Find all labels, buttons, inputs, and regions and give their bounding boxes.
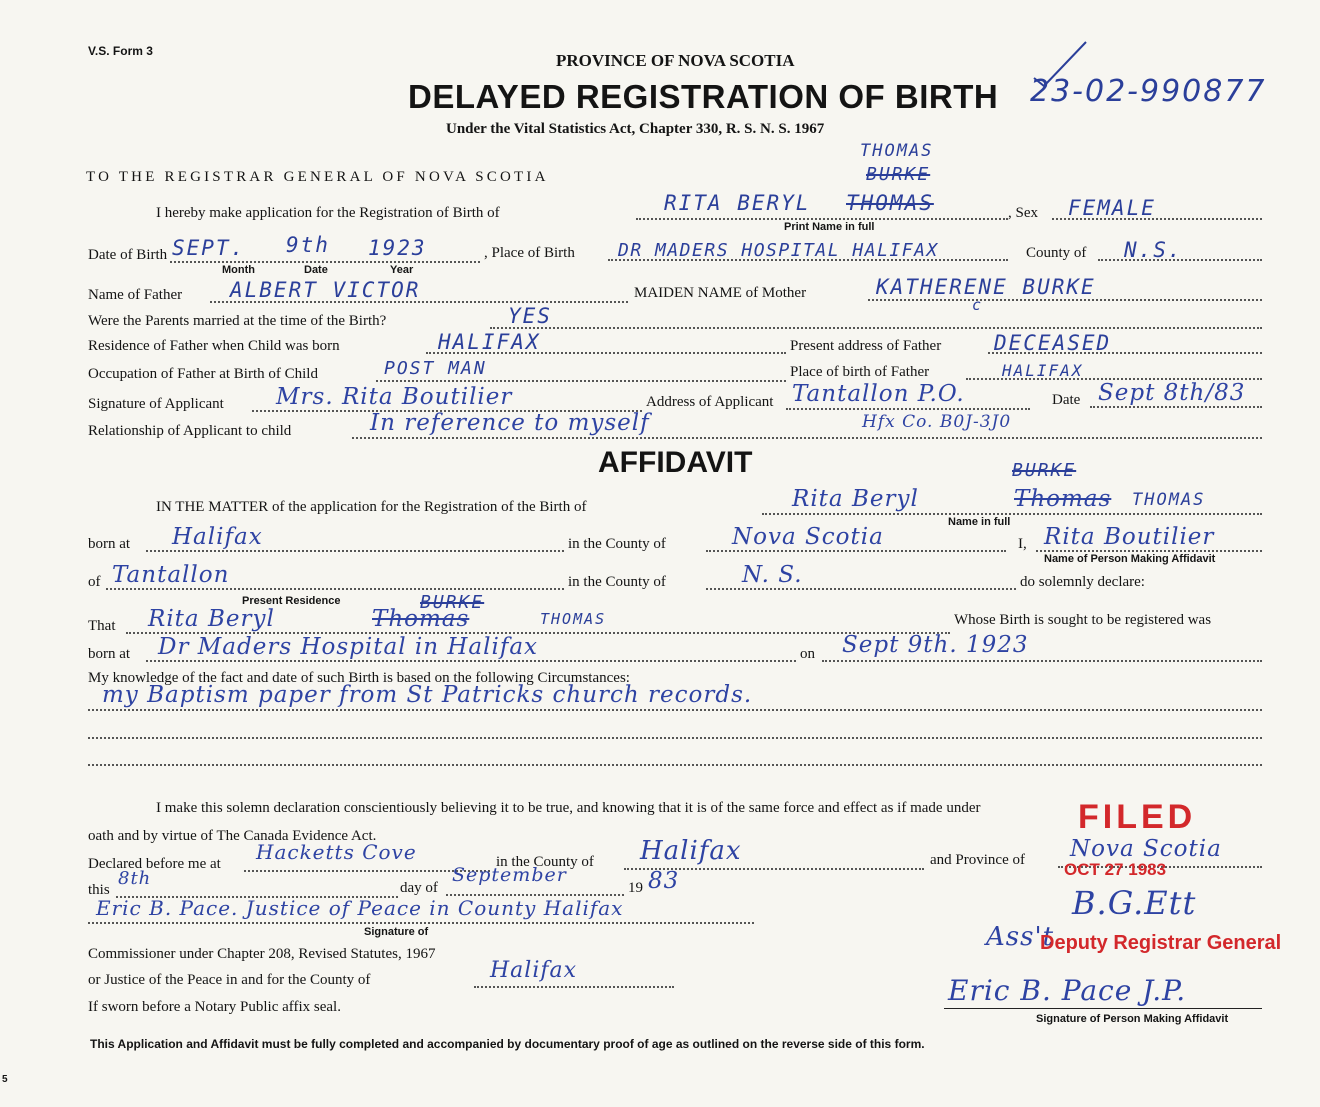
matter-surname-correction-2: THOMAS (1132, 490, 1206, 510)
in-county-label-3: in the County of (496, 854, 594, 870)
mother-note: c (972, 296, 984, 314)
occupation-label: Occupation of Father at Birth of Child (88, 366, 318, 382)
dob-year: 1923 (368, 236, 427, 260)
born-at-label-2: born at (88, 646, 131, 662)
applicant-address: Tantallon P.O. (792, 381, 965, 407)
notary-label: If sworn before a Notary Public affix seal. (88, 999, 341, 1015)
i-label: I, (1018, 536, 1027, 552)
county2-value: N. S. (742, 562, 803, 588)
commissioner-signature: Eric B. Pace. Justice of Peace in County Halifax (96, 896, 624, 920)
knowledge-value: my Baptism paper from St Patricks church records. (102, 682, 753, 708)
print-name-caption: Print Name in full (784, 221, 875, 233)
county1-value: Nova Scotia (732, 524, 884, 550)
born-at-label: born at (88, 536, 131, 552)
county3-value: Halifax (640, 836, 742, 866)
form-id: V.S. Form 3 (88, 44, 153, 58)
intro-label: I hereby make application for the Registration of Birth of (156, 205, 500, 221)
footer-note: This Application and Affidavit must be fully completed and accompanied by documentary proof of age as outlined on the reverse side of this form. (90, 1037, 925, 1051)
this-value: 8th (118, 868, 152, 889)
present-addr-label: Present address of Father (790, 338, 942, 354)
occupation-value: POST MAN (384, 358, 487, 379)
father-value: ALBERT VICTOR (230, 278, 421, 302)
year-value: 83 (648, 868, 680, 894)
affiant-name: Rita Boutilier (1044, 524, 1215, 550)
registration-number: 23-02-990877 (1030, 74, 1267, 109)
month-caption: Month (222, 264, 255, 276)
address-label: Address of Applicant (646, 394, 774, 410)
married-value: YES (508, 304, 552, 328)
assistant-mark: Ass't (986, 922, 1055, 952)
on-label: on (800, 646, 815, 662)
affiant-caption: Name of Person Making Affidavit (1044, 553, 1216, 565)
justice-value: Halifax (490, 958, 578, 983)
signature-of-caption: Signature of (364, 926, 429, 938)
in-county-label-2: in the County of (568, 574, 666, 590)
day-of-label: day of (400, 880, 438, 896)
month-value: September (452, 864, 567, 886)
name-in-full-caption: Name in full (948, 516, 1011, 528)
relationship-label: Relationship of Applicant to child (88, 423, 292, 439)
born-at-value: Halifax (172, 524, 263, 550)
deputy-registrar-title: Deputy Registrar General (1040, 932, 1282, 954)
father-pob-label: Place of birth of Father (790, 364, 930, 380)
present-residence-caption: Present Residence (242, 595, 341, 607)
county-label: County of (1026, 245, 1087, 261)
of-label: of (88, 574, 101, 590)
in-county-label-1: in the County of (568, 536, 666, 552)
filed-stamp: FILED (1078, 798, 1197, 836)
county-value: N.S. (1124, 238, 1183, 262)
province-heading: PROVINCE OF NOVA SCOTIA (556, 51, 795, 70)
on-value: Sept 9th. 1923 (842, 632, 1029, 658)
residence-label: Residence of Father when Child was born (88, 338, 340, 354)
date-label: Date (1052, 392, 1081, 408)
relationship-value: In reference to myself (370, 410, 650, 436)
this-label: this (88, 882, 110, 898)
born-at-value-2: Dr Maders Hospital in Halifax (158, 634, 539, 660)
that-name: Rita Beryl (148, 606, 275, 632)
registrar-initials: B.G.Ett (1072, 884, 1197, 922)
subtitle: Under the Vital Statistics Act, Chapter 330, R. S. N. S. 1967 (446, 121, 825, 137)
applicant-address-2: Hfx Co. B0J-3J0 (862, 412, 1012, 432)
filed-date-stamp: OCT 27 1983 (1064, 860, 1167, 879)
province-label: and Province of (930, 852, 1025, 868)
present-addr-value: DECEASED (994, 331, 1112, 355)
declare-label: do solemnly declare: (1020, 574, 1145, 590)
declared-label: Declared before me at (88, 856, 221, 872)
date-caption: Date (304, 264, 328, 276)
matter-surname-correction: BURKE (1012, 460, 1077, 481)
province-value: Nova Scotia (1070, 836, 1222, 862)
matter-surname-struck: Thomas (1014, 486, 1112, 512)
declared-value: Hacketts Cove (256, 840, 417, 864)
dob-label: Date of Birth (88, 247, 168, 263)
dob-day: 9th (286, 233, 330, 257)
child-surname-correction-2: THOMAS (860, 141, 934, 161)
year-caption: Year (390, 264, 414, 276)
pob-value: DR MADERS HOSPITAL HALIFAX (618, 240, 939, 261)
year-prefix: 19 (628, 880, 643, 896)
applicant-signature: Mrs. Rita Boutilier (276, 384, 513, 410)
justice-label: or Justice of the Peace in and for the County of (88, 972, 371, 988)
that-surname-correction: BURKE (420, 592, 485, 613)
of-value: Tantallon (112, 562, 230, 588)
whose-label: Whose Birth is sought to be registered was (954, 612, 1212, 628)
pob-label: , Place of Birth (484, 245, 575, 261)
mother-label: MAIDEN NAME of Mother (634, 285, 807, 301)
father-label: Name of Father (88, 287, 183, 303)
affiant-signature-caption: Signature of Person Making Affidavit (1036, 1013, 1229, 1025)
child-name: RITA BERYL (664, 191, 811, 215)
child-surname-struck: THOMAS (846, 191, 934, 215)
check-mark-icon (1030, 38, 1090, 88)
affiant-signature: Eric B. Pace J.P. (948, 974, 1187, 1007)
that-surname-struck: Thomas (372, 606, 470, 632)
sex-value: FEMALE (1068, 196, 1156, 220)
father-pob-value: HALIFAX (1002, 361, 1084, 380)
child-surname-correction: BURKE (866, 164, 931, 185)
signature-label: Signature of Applicant (88, 396, 224, 412)
addressee: TO THE REGISTRAR GENERAL OF NOVA SCOTIA (86, 169, 549, 185)
sex-label: , Sex (1008, 205, 1038, 221)
affidavit-heading: AFFIDAVIT (598, 446, 753, 479)
mother-value: KATHERENE BURKE (876, 275, 1096, 299)
matter-label: IN THE MATTER of the application for the Registration of the Birth of (156, 499, 587, 515)
solemn-line-1: I make this solemn declaration conscientiously believing it to be true, and knowing that it is of the same force and effect as if made under (156, 800, 981, 816)
married-label: Were the Parents married at the time of the Birth? (88, 313, 387, 329)
margin-mark: 5 (2, 1074, 8, 1085)
that-surname-correction-2: THOMAS (540, 610, 607, 628)
commissioner-label: Commissioner under Chapter 208, Revised Statutes, 1967 (88, 946, 436, 962)
page-title: DELAYED REGISTRATION OF BIRTH (408, 78, 999, 115)
solemn-line-2: oath and by virtue of The Canada Evidence Act. (88, 828, 377, 844)
that-label: That (88, 618, 116, 634)
residence-value: HALIFAX (438, 330, 541, 354)
application-date: Sept 8th/83 (1098, 380, 1246, 406)
knowledge-label: My knowledge of the fact and date of such Birth is based on the following Circumstances: (88, 670, 630, 686)
dob-month: SEPT. (172, 236, 246, 260)
matter-name: Rita Beryl (792, 486, 919, 512)
